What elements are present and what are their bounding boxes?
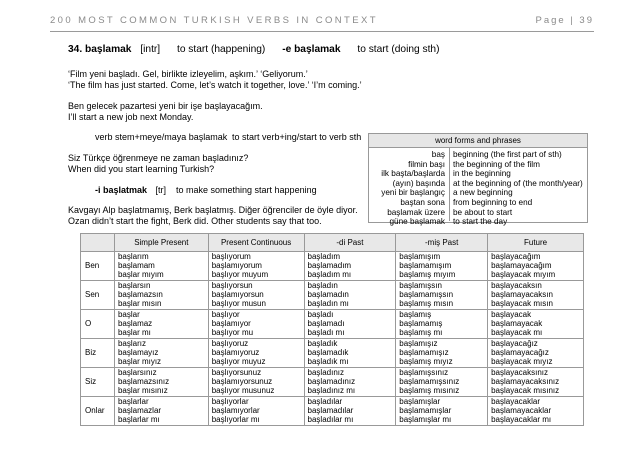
pronoun-cell: O bbox=[81, 310, 115, 339]
verb-form: başlamam bbox=[117, 261, 155, 271]
verb-form: başlamış mıyız bbox=[399, 357, 453, 367]
column-header: Simple Present bbox=[114, 234, 208, 252]
verb-form: başlamıyoruz bbox=[211, 348, 260, 358]
conjugation-cell bbox=[396, 281, 488, 310]
conjugation-cell bbox=[304, 339, 396, 368]
verb-form: başladık bbox=[307, 339, 338, 348]
example-1-english: ‘The film has just started. Come, let’s watch it together, love.’ ‘I’m coming.’ bbox=[68, 80, 362, 90]
verb-form: başlıyorum bbox=[211, 252, 251, 261]
conjugation-cell bbox=[304, 368, 396, 397]
word-forms-box bbox=[368, 133, 588, 227]
word-form-en: to start the day bbox=[453, 217, 508, 227]
verb-form: başlamış bbox=[399, 310, 432, 319]
verb-form: başlamayız bbox=[117, 348, 159, 358]
causative-verb-word: -i başlatmak bbox=[95, 185, 148, 195]
word-form-en: the beginning of the film bbox=[453, 159, 540, 169]
column-header: Future bbox=[488, 234, 584, 252]
conjugation-cell bbox=[114, 281, 208, 310]
column-header bbox=[81, 234, 115, 252]
table-row bbox=[81, 252, 584, 281]
conjugation-table bbox=[80, 233, 584, 426]
verb-form: başlayacak mıyım bbox=[491, 270, 556, 280]
verb-form: başlarlar bbox=[117, 397, 149, 406]
word-form-tr: yeni bir başlangıç bbox=[381, 188, 445, 198]
table-row bbox=[81, 397, 584, 426]
example-2-turkish: Ben gelecek pazartesi yeni bir işe başlayacağım. bbox=[68, 101, 263, 111]
word-form-tr: baştan sona bbox=[400, 197, 445, 207]
conjugation-cell bbox=[114, 368, 208, 397]
verb-form: başlıyorlar mı bbox=[211, 415, 260, 425]
conjugation-cell bbox=[488, 310, 584, 339]
verb-form: başlamayacaklar bbox=[491, 406, 552, 416]
word-form-tr: baş bbox=[431, 150, 445, 159]
conjugation-cell bbox=[488, 252, 584, 281]
verb-form: başlamışlar mı bbox=[399, 415, 452, 425]
verb-form: başlamadılar bbox=[307, 406, 354, 416]
pronoun-cell: Onlar bbox=[81, 397, 115, 426]
verb-form: başlarlar mı bbox=[117, 415, 160, 425]
pattern-turkish: verb stem+meye/maya başlamak bbox=[95, 132, 228, 142]
conjugation-cell bbox=[488, 281, 584, 310]
conjugation-cell bbox=[114, 397, 208, 426]
verb-form: başlayacaklar bbox=[491, 397, 541, 406]
verb-form: başlamadık bbox=[307, 348, 349, 358]
verb-form: başlıyorlar bbox=[211, 397, 249, 406]
conjugation-cell bbox=[208, 310, 304, 339]
verb-form: başlamamış bbox=[399, 319, 443, 329]
word-form-en: in the beginning bbox=[453, 169, 511, 179]
entry-meaning: to start (happening) bbox=[176, 44, 266, 55]
conjugation-cell bbox=[396, 252, 488, 281]
pronoun-cell: Biz bbox=[81, 339, 115, 368]
table-row bbox=[81, 281, 584, 310]
verb-form: başlıyor musunuz bbox=[211, 386, 275, 396]
verb-form: başlamış mısın bbox=[399, 299, 454, 309]
verb-form: başlayacak mısın bbox=[491, 299, 553, 309]
verb-form: başlamamışım bbox=[399, 261, 452, 271]
verb-form: başlarsın bbox=[117, 281, 151, 290]
pronoun-cell: Ben bbox=[81, 252, 115, 281]
verb-form: başlamışım bbox=[399, 252, 441, 261]
verb-form: başlayacak bbox=[491, 310, 532, 319]
verb-form: başlamıyorum bbox=[211, 261, 262, 271]
verb-form: başlıyor mu bbox=[211, 328, 254, 338]
verb-form: başlamayacağız bbox=[491, 348, 549, 358]
conjugation-cell bbox=[304, 310, 396, 339]
verb-form: başlar mıyız bbox=[117, 357, 162, 367]
verb-form: başlıyor muyum bbox=[211, 270, 269, 280]
verb-form: başlar mıyım bbox=[117, 270, 164, 280]
verb-form: başlıyorsunuz bbox=[211, 368, 262, 377]
verb-form: başlayacak mısınız bbox=[491, 386, 560, 396]
verb-form: başlıyor muyuz bbox=[211, 357, 266, 367]
verb-form: başlamaz bbox=[117, 319, 153, 329]
verb-form: başlamayacağım bbox=[491, 261, 552, 271]
verb-form: başlar mısın bbox=[117, 299, 162, 309]
conjugation-cell bbox=[304, 397, 396, 426]
verb-form: başlarsınız bbox=[117, 368, 157, 377]
conjugation-cell bbox=[396, 339, 488, 368]
verb-form: başladın mı bbox=[307, 299, 349, 309]
word-form-tr: başlamak üzere bbox=[387, 207, 445, 217]
conjugation-cell bbox=[396, 310, 488, 339]
conjugation-cell bbox=[208, 397, 304, 426]
verb-form: başlamış mı bbox=[399, 328, 443, 338]
table-row bbox=[81, 310, 584, 339]
verb-form: başlamışsın bbox=[399, 281, 442, 290]
verb-form: başlar mısınız bbox=[117, 386, 168, 396]
entry-verb-2: -e başlamak bbox=[282, 44, 341, 55]
verb-form: başlayacağım bbox=[491, 252, 541, 261]
verb-form: başlamıyor bbox=[211, 319, 251, 329]
entry-number: 34. bbox=[68, 44, 83, 55]
entry-verb: başlamak bbox=[85, 44, 132, 55]
verb-form: başlamazsın bbox=[117, 290, 163, 300]
book-title: 200 MOST COMMON TURKISH VERBS IN CONTEXT bbox=[50, 15, 378, 26]
verb-form: başlar bbox=[117, 310, 140, 319]
column-header: Present Continuous bbox=[208, 234, 304, 252]
example-3-english: When did you start learning Turkish? bbox=[68, 164, 215, 174]
causative-tag: [tr] bbox=[155, 185, 167, 195]
entry-heading bbox=[68, 44, 439, 55]
conjugation-cell bbox=[114, 252, 208, 281]
word-form-tr: (ayın) başında bbox=[392, 178, 445, 188]
verb-form: başlamamışsınız bbox=[399, 377, 460, 387]
causative-meaning: to make something start happening bbox=[176, 185, 317, 195]
conjugation-cell bbox=[208, 252, 304, 281]
verb-form: başlamış mısınız bbox=[399, 386, 460, 396]
verb-form: başladık mı bbox=[307, 357, 349, 367]
verb-form: başlamadın bbox=[307, 290, 349, 300]
page-header bbox=[50, 15, 594, 32]
verb-form: başlayacak mı bbox=[491, 328, 543, 338]
table-row bbox=[81, 368, 584, 397]
verb-form: başlamayacaksın bbox=[491, 290, 553, 300]
conjugation-cell bbox=[304, 281, 396, 310]
verb-form: başlıyor musun bbox=[211, 299, 266, 309]
verb-form: başlar mı bbox=[117, 328, 151, 338]
word-form-tr: ilk başta/başlarda bbox=[381, 169, 445, 179]
verb-form: başladınız mı bbox=[307, 386, 356, 396]
verb-form: başladın bbox=[307, 281, 338, 290]
verb-form: başladım mı bbox=[307, 270, 352, 280]
word-form-en: from beginning to end bbox=[453, 197, 533, 207]
verb-form: başlamamışlar bbox=[399, 406, 452, 416]
verb-form: başladılar mı bbox=[307, 415, 354, 425]
verb-form: başlayacağız bbox=[491, 339, 538, 348]
page-number: Page | 39 bbox=[535, 15, 594, 26]
word-forms-caption: word forms and phrases bbox=[369, 134, 587, 148]
pronoun-cell: Siz bbox=[81, 368, 115, 397]
verb-form: başlamazlar bbox=[117, 406, 162, 416]
example-1-turkish: ‘Film yeni başladı. Gel, birlikte izleyelim, aşkım.’ ‘Geliyorum.’ bbox=[68, 69, 308, 79]
word-form-en: be about to start bbox=[453, 207, 513, 217]
verb-form: başlarız bbox=[117, 339, 146, 348]
verb-form: başlıyor bbox=[211, 310, 240, 319]
verb-form: başlamazsınız bbox=[117, 377, 170, 387]
verb-form: başlıyorsun bbox=[211, 281, 253, 290]
verb-form: başladım bbox=[307, 252, 340, 261]
column-header: -miş Past bbox=[396, 234, 488, 252]
conjugation-cell bbox=[488, 339, 584, 368]
verb-form: başlamamışız bbox=[399, 348, 449, 358]
verb-form: başlayacaksınız bbox=[491, 368, 549, 377]
verb-form: başlayacak mıyız bbox=[491, 357, 553, 367]
verb-form: başlamadı bbox=[307, 319, 345, 329]
word-form-en: a new beginning bbox=[453, 188, 513, 198]
word-form-tr: güne başlamak bbox=[389, 217, 445, 227]
conjugation-cell bbox=[114, 310, 208, 339]
conjugation-cell bbox=[208, 368, 304, 397]
conjugation-header-row bbox=[81, 234, 584, 252]
conjugation-cell bbox=[208, 281, 304, 310]
verb-form: başlamış mıyım bbox=[399, 270, 456, 280]
word-forms-turkish-column bbox=[369, 148, 445, 227]
verb-form: başladılar bbox=[307, 397, 343, 406]
table-row bbox=[81, 339, 584, 368]
verb-form: başladınız bbox=[307, 368, 344, 377]
word-form-en: beginning (the first part of sth) bbox=[453, 150, 562, 159]
causative-verb bbox=[95, 185, 166, 196]
word-form-en: at the beginning of (the month/year) bbox=[453, 178, 583, 188]
verb-form: başlamayacaksınız bbox=[491, 377, 560, 387]
example-2-english: I’ll start a new job next Monday. bbox=[68, 112, 194, 122]
conjugation-cell bbox=[396, 368, 488, 397]
verb-form: başlamışız bbox=[399, 339, 438, 348]
verb-form: başlıyoruz bbox=[211, 339, 249, 348]
conjugation-cell bbox=[208, 339, 304, 368]
verb-form: başlayacaklar mı bbox=[491, 415, 552, 425]
verb-form: başlamışlar bbox=[399, 397, 441, 406]
verb-form: başlamamışsın bbox=[399, 290, 454, 300]
verb-form: başlamayacak bbox=[491, 319, 543, 329]
conjugation-cell bbox=[304, 252, 396, 281]
example-4-english: Ozan didn’t start the fight, Berk did. Other students say that too. bbox=[68, 216, 322, 226]
column-header: -di Past bbox=[304, 234, 396, 252]
word-forms-english-column bbox=[449, 148, 583, 227]
conjugation-cell bbox=[114, 339, 208, 368]
example-4-turkish: Kavgayı Alp başlatmamış, Berk başlatmış. Diğer öğrenciler de öyle diyor. bbox=[68, 205, 358, 215]
word-form-tr: filmin başı bbox=[408, 159, 445, 169]
pattern-english: to start verb+ing/start to verb sth bbox=[232, 132, 362, 142]
verb-form: başlamadım bbox=[307, 261, 352, 271]
verb-form: başlamıyorsunuz bbox=[211, 377, 273, 387]
pronoun-cell: Sen bbox=[81, 281, 115, 310]
verb-form: başlamıyorsun bbox=[211, 290, 264, 300]
verb-form: başlamışsınız bbox=[399, 368, 449, 377]
verb-form: başlamadınız bbox=[307, 377, 356, 387]
example-3-turkish: Siz Türkçe öğrenmeye ne zaman başladınız? bbox=[68, 153, 249, 163]
conjugation-cell bbox=[396, 397, 488, 426]
verb-form: başlarım bbox=[117, 252, 149, 261]
conjugation-cell bbox=[488, 397, 584, 426]
verb-form: başladı bbox=[307, 310, 334, 319]
verb-form: başladı mı bbox=[307, 328, 345, 338]
entry-meaning-2: to start (doing sth) bbox=[357, 44, 440, 55]
conjugation-cell bbox=[488, 368, 584, 397]
verb-form: başlamıyorlar bbox=[211, 406, 260, 416]
verb-form: başlayacaksın bbox=[491, 281, 542, 290]
entry-verb-type: [intr] bbox=[140, 44, 161, 55]
